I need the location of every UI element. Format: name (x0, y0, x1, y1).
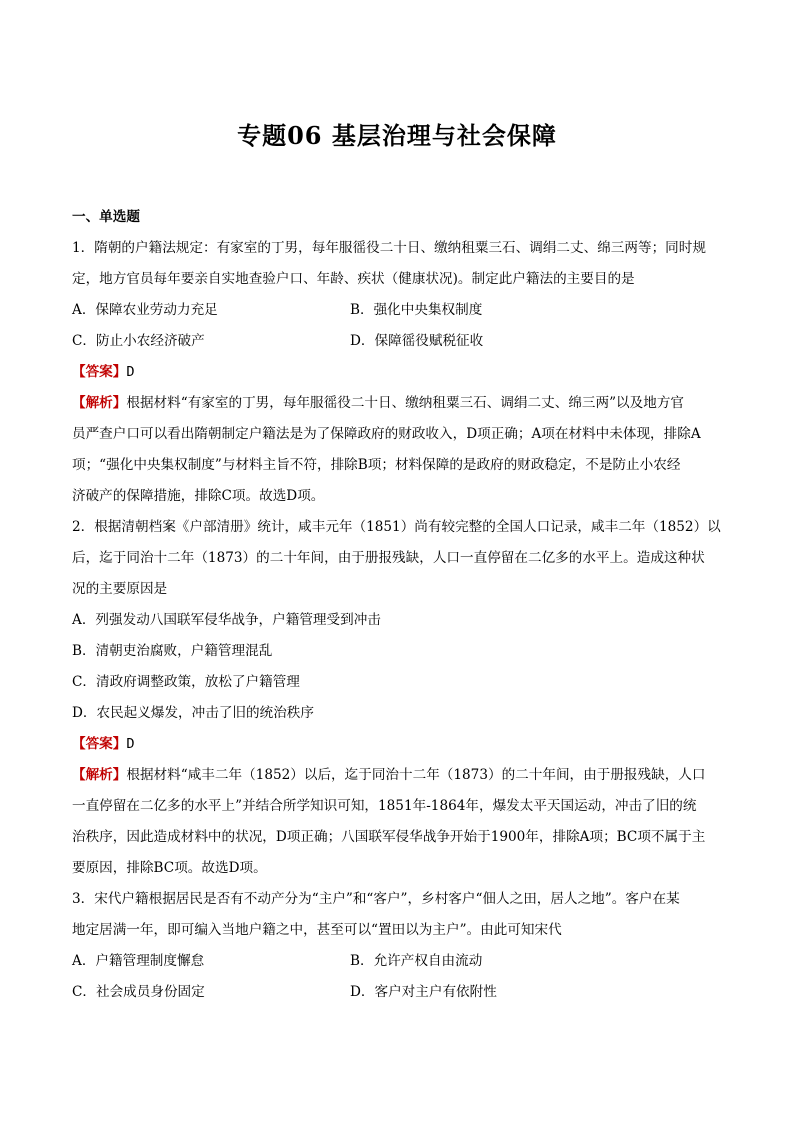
analysis-text: 根据材料“有家室的丁男，每年服徭役二十日、缴纳租粟三石、调绢二丈、绵三两”以及地方官 (126, 395, 685, 411)
option-b: B．强化中央集权制度 (350, 302, 483, 318)
answer-line (72, 729, 724, 760)
option-c: C．清政府调整政策，放松了户籍管理 (72, 674, 300, 690)
option-b: B．允许产权自由流动 (350, 953, 483, 969)
analysis-line: 一直停留在二亿多的水平上”并结合所学知识可知，1851年-1864年，爆发太平天国运动，冲击了旧的统 (72, 798, 697, 814)
document-title: 专题06 基层治理与社会保障 (237, 121, 557, 150)
question-stem-line: 后，迄于同治十二年（1873）的二十年间，由于册报残缺，人口一直停留在二亿多的水平上。造成这种状 (72, 550, 705, 566)
option-a: A．保障农业劳动力充足 (72, 302, 218, 318)
document-body (72, 202, 724, 1008)
question-stem-line: 3．宋代户籍根据居民是否有不动产分为“主户”和“客户”，乡村客户“佃人之田，居人之地”。客户在某 (72, 891, 680, 907)
analysis-text: 根据材料“咸丰二年（1852）以后，迄于同治十二年（1873）的二十年间，由于册报残缺，人口 (126, 767, 706, 783)
analysis-line: 治秩序，因此造成材料中的状况，D项正确；八国联军侵华战争开始于1900年，排除A项；BC项不属于主 (72, 829, 706, 845)
question-stem-line: 2．根据清朝档案《户部清册》统计，咸丰元年（1851）尚有较完整的全国人口记录，咸丰二年（1852）以 (72, 519, 721, 535)
analysis-line: 要原因，排除BC项。故选D项。 (72, 860, 267, 876)
analysis-line (72, 760, 724, 791)
analysis-line: 员严查户口可以看出隋朝制定户籍法是为了保障政府的财政收入，D项正确；A项在材料中未体现，排除A (72, 426, 701, 442)
answer-tag: 【答案】 (72, 736, 127, 752)
question-stem-line: 定，地方官员每年要亲自实地查验户口、年龄、疾状（健康状况)。制定此户籍法的主要目的是 (72, 271, 635, 287)
option-row (72, 295, 724, 326)
question-stem-line: 1．隋朝的户籍法规定：有家室的丁男，每年服徭役二十日、缴纳租粟三石、调绢二丈、绵三两等；同时规 (72, 240, 706, 256)
question-stem-line: 地定居满一年，即可编入当地户籍之中，甚至可以“置田以为主户”。由此可知宋代 (72, 922, 562, 938)
answer-value: D (126, 364, 135, 380)
question-1 (72, 233, 724, 512)
answer-tag: 【答案】 (72, 364, 127, 380)
option-row (72, 977, 724, 1008)
question-3 (72, 884, 724, 1008)
question-stem-line: 况的主要原因是 (72, 581, 168, 597)
option-row (72, 326, 724, 357)
option-b: B．清朝吏治腐败，户籍管理混乱 (72, 643, 273, 659)
option-a: A．列强发动八国联军侵华战争，户籍管理受到冲击 (72, 612, 381, 628)
analysis-line: 项；“强化中央集权制度”与材料主旨不符，排除B项；材料保障的是政府的财政稳定，不是防止小农经 (72, 457, 681, 473)
option-a: A．户籍管理制度懈怠 (72, 953, 205, 969)
analysis-line: 济破产的保障措施，排除C项。故选D项。 (72, 488, 325, 504)
answer-line (72, 357, 724, 388)
analysis-line (72, 388, 724, 419)
section-heading: 一、单选题 (72, 209, 140, 225)
answer-value: D (126, 736, 135, 752)
analysis-tag: 【解析】 (72, 395, 127, 411)
option-c: C．防止小农经济破产 (72, 333, 205, 349)
option-row (72, 946, 724, 977)
analysis-tag: 【解析】 (72, 767, 127, 783)
option-d: D．农民起义爆发，冲击了旧的统治秩序 (72, 705, 314, 721)
question-2 (72, 512, 724, 884)
option-c: C．社会成员身份固定 (72, 984, 205, 1000)
option-d: D．保障徭役赋税征收 (350, 333, 484, 349)
option-d: D．客户对主户有依附性 (350, 984, 497, 1000)
